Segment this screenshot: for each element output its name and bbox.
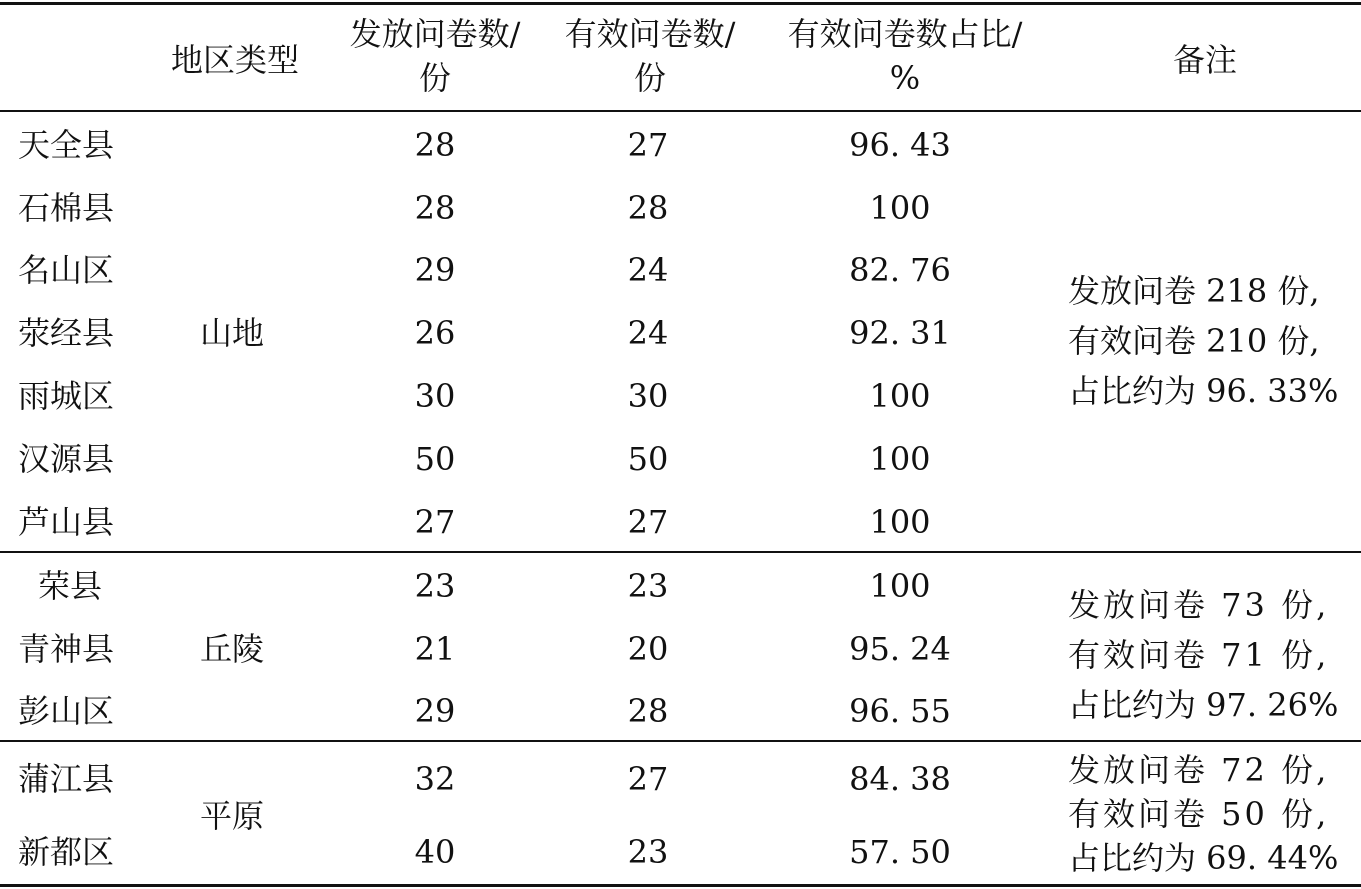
region-type-plain: 平原 bbox=[200, 797, 265, 835]
issued-count: 40 bbox=[414, 833, 456, 871]
region-type-mountain: 山地 bbox=[200, 314, 265, 352]
county-name: 汉源县 bbox=[18, 440, 115, 478]
region-type-hill: 丘陵 bbox=[200, 630, 265, 668]
issued-count: 30 bbox=[414, 377, 456, 415]
note-line: 占比约为 69. 44% bbox=[1068, 839, 1339, 877]
valid-ratio: 100 bbox=[869, 503, 931, 541]
valid-count: 23 bbox=[627, 567, 669, 605]
header-rule bbox=[0, 110, 1361, 112]
group-note-mountain bbox=[1068, 266, 1338, 416]
issued-count: 29 bbox=[414, 692, 456, 730]
issued-count: 23 bbox=[414, 567, 456, 605]
valid-count: 27 bbox=[627, 503, 669, 541]
valid-count: 20 bbox=[627, 630, 669, 668]
note-line: 发放问卷 72 份, bbox=[1068, 751, 1330, 789]
table-bottom-rule bbox=[0, 884, 1361, 887]
table-top-rule bbox=[0, 2, 1361, 5]
header-ratio bbox=[765, 12, 1045, 100]
valid-ratio: 100 bbox=[869, 440, 931, 478]
group-rule bbox=[0, 551, 1361, 553]
header-issued-line1: 发放问卷数/ bbox=[349, 15, 521, 53]
note-line: 占比约为 97. 26% bbox=[1068, 686, 1339, 724]
valid-count: 30 bbox=[627, 377, 669, 415]
county-name: 石棉县 bbox=[18, 189, 115, 227]
table-row bbox=[0, 126, 1361, 164]
valid-count: 27 bbox=[627, 126, 669, 164]
county-name: 新都区 bbox=[18, 833, 115, 871]
valid-count: 27 bbox=[627, 760, 669, 798]
issued-count: 27 bbox=[414, 503, 456, 541]
header-ratio-line2: % bbox=[889, 59, 921, 97]
note-line: 发放问卷 218 份, bbox=[1068, 272, 1320, 310]
table-row bbox=[0, 189, 1361, 227]
county-name: 蒲江县 bbox=[18, 760, 115, 798]
valid-ratio: 57. 50 bbox=[849, 833, 951, 871]
issued-count: 32 bbox=[414, 760, 456, 798]
note-line: 有效问卷 71 份, bbox=[1068, 636, 1330, 674]
header-valid-line1: 有效问卷数/ bbox=[564, 15, 736, 53]
county-name: 青神县 bbox=[18, 630, 115, 668]
valid-ratio: 84. 38 bbox=[849, 760, 951, 798]
county-name: 雨城区 bbox=[18, 377, 115, 415]
valid-ratio: 100 bbox=[869, 377, 931, 415]
table-row bbox=[0, 440, 1361, 478]
header-note: 备注 bbox=[1172, 41, 1237, 79]
county-name: 芦山县 bbox=[18, 503, 115, 541]
valid-ratio: 96. 55 bbox=[849, 692, 951, 730]
valid-count: 24 bbox=[627, 251, 669, 289]
valid-count: 50 bbox=[627, 440, 669, 478]
header-region-type: 地区类型 bbox=[170, 41, 299, 79]
group-rule bbox=[0, 740, 1361, 742]
county-name: 天全县 bbox=[18, 126, 115, 164]
valid-ratio: 96. 43 bbox=[849, 126, 951, 164]
issued-count: 28 bbox=[414, 126, 456, 164]
valid-count: 28 bbox=[627, 189, 669, 227]
county-name: 荥经县 bbox=[18, 314, 115, 352]
county-name: 彭山区 bbox=[18, 692, 115, 730]
valid-ratio: 95. 24 bbox=[849, 630, 951, 668]
header-valid bbox=[545, 12, 755, 100]
issued-count: 29 bbox=[414, 251, 456, 289]
valid-ratio: 100 bbox=[869, 189, 931, 227]
valid-count: 28 bbox=[627, 692, 669, 730]
group-note-plain bbox=[1068, 748, 1338, 880]
valid-ratio: 100 bbox=[869, 567, 931, 605]
issued-count: 28 bbox=[414, 189, 456, 227]
issued-count: 50 bbox=[414, 440, 456, 478]
header-valid-line2: 份 bbox=[633, 59, 666, 97]
note-line: 有效问卷 210 份, bbox=[1068, 322, 1320, 360]
header-issued-line2: 份 bbox=[418, 59, 451, 97]
issued-count: 26 bbox=[414, 314, 456, 352]
issued-count: 21 bbox=[414, 630, 456, 668]
county-name: 名山区 bbox=[18, 251, 115, 289]
note-line: 发放问卷 73 份, bbox=[1068, 586, 1330, 624]
valid-ratio: 92. 31 bbox=[849, 314, 951, 352]
county-name: 荣县 bbox=[38, 567, 103, 605]
note-line: 占比约为 96. 33% bbox=[1068, 372, 1339, 410]
header-issued bbox=[330, 12, 540, 100]
valid-count: 23 bbox=[627, 833, 669, 871]
group-note-hill bbox=[1068, 580, 1338, 730]
valid-count: 24 bbox=[627, 314, 669, 352]
valid-ratio: 82. 76 bbox=[849, 251, 951, 289]
header-ratio-line1: 有效问卷数占比/ bbox=[787, 15, 1023, 53]
table-row bbox=[0, 503, 1361, 541]
note-line: 有效问卷 50 份, bbox=[1068, 795, 1330, 833]
